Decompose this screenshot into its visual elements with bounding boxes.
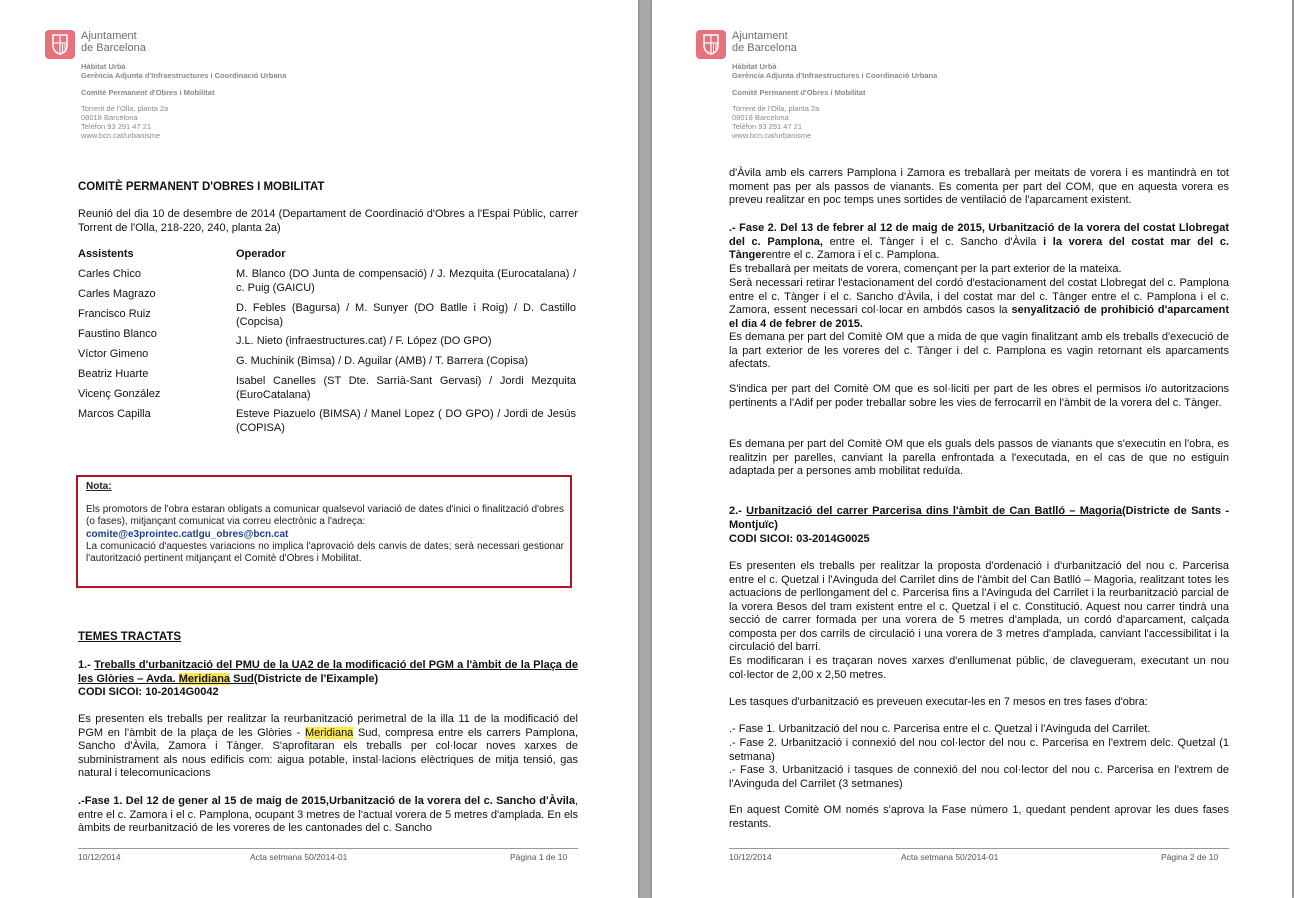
address-line-1: Torrent de l'Olla, planta 2a	[81, 104, 169, 113]
operator-entry: Isabel Canelles (ST Dte. Sarrià-Sant Gervasi) / Jordi Mezquita (EuroCatalana)	[236, 375, 576, 401]
meeting-info: Reunió del dia 10 de desembre de 2014 (Departament de Coordinació d'Obres a l'Espai Públic, carrer Torrent de l'Olla, 218-220, 240, planta 2a)	[78, 208, 578, 234]
footer-date: 10/12/2014	[78, 852, 121, 862]
document-page-1	[0, 0, 638, 898]
continued-paragraph: d'Àvila amb els carrers Pamplona i Zamora es treballarà per meitats de vorera i es mantindrà en tot moment pas per als passos de vianants. Es comenta per part del COM, que en aquesta vorera es preveu realitzar en poc temps unes sortides de ventilació de l'aparcament existent.	[729, 167, 1229, 206]
committee-line: Comitè Permanent d'Obres i Mobilitat	[732, 88, 866, 97]
org-name: Ajuntament de Barcelona	[732, 30, 797, 54]
nota-text-2: La comunicació d'aquestes variacions no implica l'aprovació dels canvis de dates; serà necessari gestionar l'autorització pertinent mitjançant el Comitè d'Obres i Mobilitat.	[86, 541, 564, 564]
item2-title: 2.- Urbanització del carrer Parcerisa dins l'àmbit de Can Batlló – Magoria(Districte de Sants - Montjuïc)	[729, 505, 1229, 531]
operator-entry: M. Blanco (DO Junta de compensació) / J. Mezquita (Eurocatalana) / c. Puig (GAICU)	[236, 268, 576, 294]
attendee-name: Marcos Capilla	[78, 408, 151, 420]
footer-page-number: Pàgina 1 de 10	[510, 852, 568, 862]
operator-entry: G. Muchinik (Bimsa) / D. Aguilar (AMB) / T. Barrera (Copisa)	[236, 355, 528, 367]
item2-codi: CODI SICOI: 03-2014G0025	[729, 533, 870, 545]
section-heading-temes: TEMES TRACTATS	[78, 631, 182, 643]
address-line-4: www.bcn.cat/urbanisme	[732, 131, 812, 140]
attendee-name: Francisco Ruiz	[78, 308, 151, 320]
fase2-paragraph-2: Es treballarà per meitats de vorera, començant per la part exterior de la mateixa.	[729, 263, 1122, 275]
col-header-assistents: Assistents	[78, 248, 134, 260]
address-line-3: Telèfon 93 291 47 21	[81, 122, 152, 131]
fase2-paragraph-4: Es demana per part del Comitè OM que a mida de que vagin finalitzant amb els treballs d'execució de la part exterior de les voreres del c. Tànger i del c. Pamplona es vagin retornant els aparcaments afectats.	[729, 331, 1229, 370]
dept-line-1: Hàbitat Urbà	[732, 62, 777, 71]
fase2-paragraph: .- Fase 2. Del 13 de febrer al 12 de maig de 2015, Urbanització de la vorera del costat Llobregat del c. Pamplona, entre el. Tànger i el c. Sancho d'Àvila i la vorera del costat mar del c. Tàngerentre el c. Zamora i el c. Pamplona.	[729, 222, 1229, 261]
item1-paragraph: Es presenten els treballs per realitzar la reurbanització perimetral de la illa 11 de la modificació del PGM en l'àmbit de la plaça de les Glòries - Meridiana Sud, compresa entre els carrers Pamplona, Sancho d'Àvila, Zamora i Tànger. S'aprofitaran els treballs per col·locar noves xarxes de subministrament als nous edificis com: aigua potable, instal·lacions elèctriques de mitja tensió, gas natural i telecomunicacions	[78, 713, 579, 779]
item2-final-paragraph: En aquest Comitè OM només s'aprova la Fase número 1, quedant pendent aprovar les dues fases restants.	[729, 804, 1229, 830]
item2-paragraph-2: Es modificaran i es traçaran noves xarxes d'enllumenat públic, de clavegueram, executant un nou col·lector de 2,00 x 2,50 metres.	[729, 655, 1229, 681]
attendee-name: Vicenç González	[78, 388, 161, 400]
operator-entry: Esteve Piazuelo (BIMSA) / Manel Lopez ( DO GPO) / Jordi de Jesús (COPISA)	[236, 408, 576, 434]
col-header-operador: Operador	[236, 248, 286, 260]
operator-entry: J.L. Nieto (infraestructures.cat) / F. López (DO GPO)	[236, 335, 492, 347]
address-line-2: 08018 Barcelona	[732, 113, 789, 122]
footer-page-number: Pàgina 2 de 10	[1161, 852, 1219, 862]
attendee-name: Faustino Blanco	[78, 328, 157, 340]
fase-list-item: .- Fase 1. Urbanització del nou c. Parcerisa entre el c. Quetzal i l'Avinguda del Carrilet.	[729, 723, 1151, 735]
dept-line-1: Hàbitat Urbà	[81, 62, 126, 71]
operator-entry: D. Febles (Bagursa) / M. Sunyer (DO Batlle i Roig) / D. Castillo (Copcisa)	[236, 302, 576, 328]
email-link-comite[interactable]: comite@e3prointec.cat	[86, 529, 196, 540]
org-name: Ajuntament de Barcelona	[81, 30, 146, 54]
nota-box	[76, 475, 572, 588]
attendee-name: Beatriz Huarte	[78, 368, 149, 380]
dept-line-2: Gerència Adjunta d'Infraestructures i Coordinació Urbana	[732, 71, 938, 80]
address-line-4: www.bcn.cat/urbanisme	[81, 131, 161, 140]
item2-paragraph-3: Les tasques d'urbanització es preveuen executar-les en 7 mesos en tres fases d'obra:	[729, 696, 1148, 708]
nota-emails	[86, 529, 564, 541]
adif-paragraph: S'indica per part del Comitè OM que es sol·liciti per part de les obres el permisos i/o autoritzacions pertinents a l'Adif per poder treballar sobre les vies de ferrocarril en l'àmbit de la vorera del c. Tànger.	[729, 383, 1229, 409]
footer-date: 10/12/2014	[729, 852, 772, 862]
barcelona-shield-icon	[696, 30, 726, 59]
barcelona-shield-icon	[45, 30, 75, 59]
nota-title: Nota:	[86, 481, 112, 492]
fase-list-item: .- Fase 2. Urbanització i connexió del nou col·lector del nou c. Parcerisa en l'extrem delc. Quetzal (1 setmana)	[729, 737, 1229, 763]
footer-divider	[729, 848, 1229, 849]
item2-paragraph-1: Es presenten els treballs per realitzar la proposta d'ordenació i d'urbanització del nou c. Parcerisa entre el c. Quetzal i l'Avinguda del Carrilet dins de l'àmbit del Can Batlló – Magoria, realitzant totes les actuacions de perllongament del c. Parcerisa fins a l'Avinguda del Carrilet i la reurbanització parcial de la vorera Besos del tram existent entre el c. Quetzal i el c. Constitució. Aquest nou carrer tindrà una secció de carrer formada per una vorera de 5 metres d'amplada, un cordó d'aparcament, calçada composta per dos carrils de circulació i una vorera de 3 metres d'amplada, canviant l'accessibilitat i la circulació del barri.	[729, 560, 1229, 653]
fase-list-item: .- Fase 3. Urbanització i tasques de connexió del nou col·lector del nou c. Parcerisa en l'extrem de l'Avinguda del Carrilet (3 setmanes)	[729, 764, 1229, 790]
footer-divider	[78, 848, 578, 849]
email-link-lgu[interactable]: lgu_obres@bcn.cat	[195, 529, 289, 540]
item1-codi: CODI SICOI: 10-2014G0042	[78, 686, 219, 698]
address-line-1: Torrent de l'Olla, planta 2a	[732, 104, 820, 113]
nota-text-1: Els promotors de l'obra estaran obligats a comunicar qualsevol variació de dates d'inici o finalització d'obres (o fases), mitjançant comunicat via correu electrònic a l'adreça:	[86, 504, 564, 527]
document-title: COMITÈ PERMANENT D'OBRES I MOBILITAT	[78, 181, 325, 193]
committee-line: Comitè Permanent d'Obres i Mobilitat	[81, 88, 215, 97]
footer-acta: Acta setmana 50/2014-01	[901, 852, 999, 862]
guals-paragraph: Es demana per part del Comitè OM que els guals dels passos de vianants que s'executin en l'obra, es realitzin per parelles, canviant la parella enfrontada a l'executada, en el cas de que no estiguin adaptada per a persones amb mobilitat reduïda.	[729, 438, 1229, 477]
attendee-name: Carles Magrazo	[78, 288, 156, 300]
dept-line-2: Gerència Adjunta d'Infraestructures i Coordinació Urbana	[81, 71, 287, 80]
item1-title: 1.- Treballs d'urbanització del PMU de la UA2 de la modificació del PGM a l'àmbit de la Plaça de les Glòries – Avda. Meridiana Sud(Districte de l'Eixample)	[78, 659, 579, 685]
attendee-name: Víctor Gimeno	[78, 348, 149, 360]
fase2-paragraph-3: Serà necessari retirar l'estacionament del cordó d'estacionament del costat Llobregat del c. Pamplona entre el c. Tànger i el c. Sancho d'Àvila, i del costat mar del c. Tànger entre el c. Pamplona i el c. Zamora, essent necessari col·locar en ambdós casos la senyalització de prohibició d'aparcament el dia 4 de febrer de 2015.	[729, 277, 1229, 330]
document-page-2	[652, 0, 1292, 898]
address-line-3: Telèfon 93 291 47 21	[732, 122, 803, 131]
attendee-name: Carles Chico	[78, 268, 141, 280]
footer-acta: Acta setmana 50/2014-01	[250, 852, 348, 862]
fase1-paragraph: .-Fase 1. Del 12 de gener al 15 de maig de 2015,Urbanització de la vorera del c. Sancho d'Àvila, entre el c. Zamora i el c. Pamplona, ocupant 3 metres de l'actual vorera de 5 metres d'amplada. En els àmbits de reurbanització de les voreres de les cantonades del c. Sancho	[78, 795, 578, 834]
address-line-2: 08018 Barcelona	[81, 113, 138, 122]
